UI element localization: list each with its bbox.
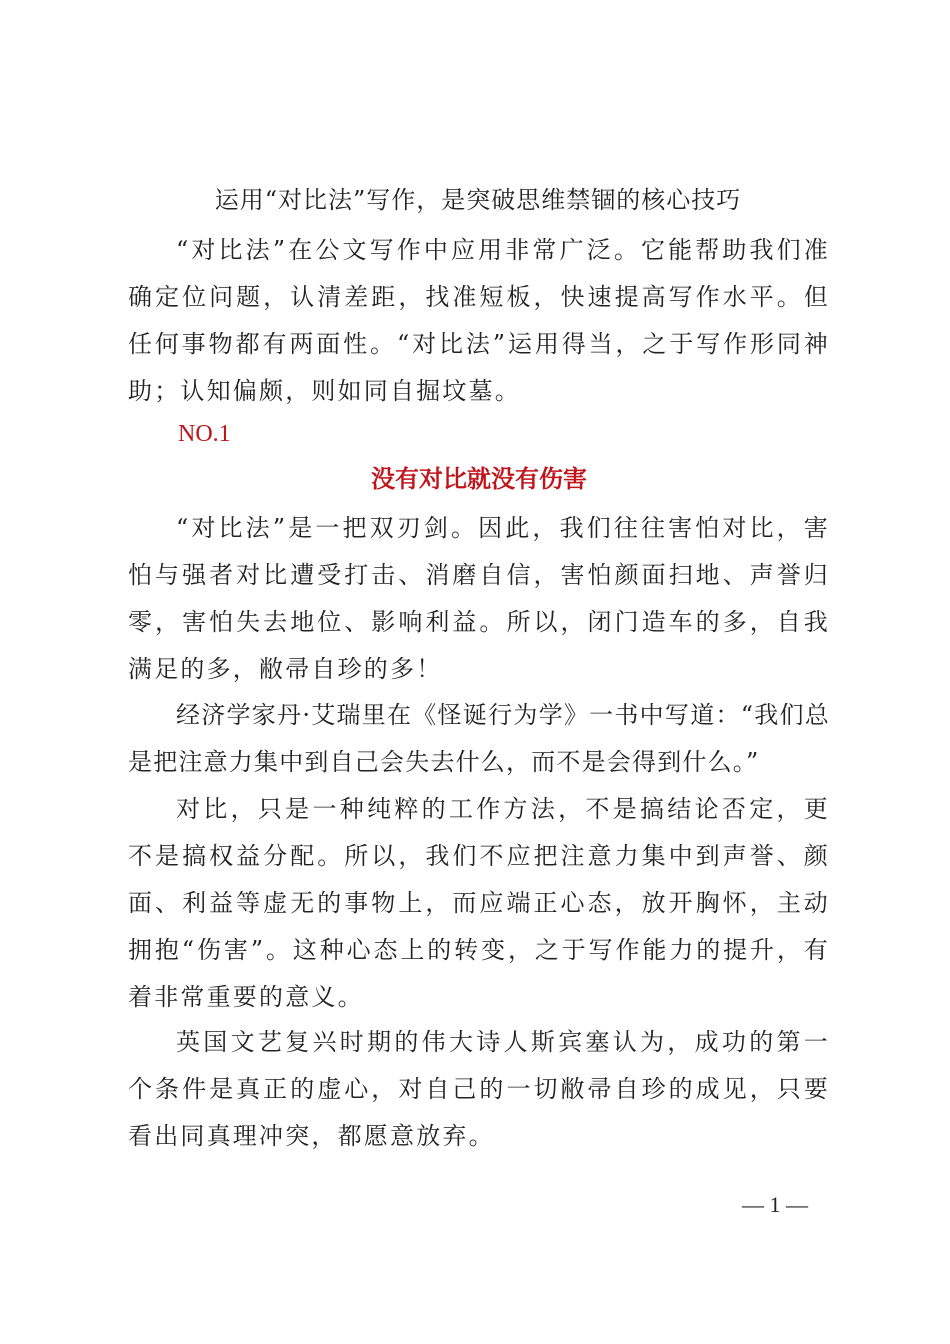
page-number: — 1 — — [742, 1192, 808, 1217]
body-paragraph-3: 对比，只是一种纯粹的工作方法，不是搞结论否定，更不是搞权益分配。所以，我们不应把注意力集中到声誉、颜面、利益等虚无的事物上，而应端正心态，放开胸怀，主动拥抱“伤害”。这种心态上的转变，之于写作能力的提升，有着非常重要的意义。 — [128, 795, 830, 1011]
body-paragraph-4: 英国文艺复兴时期的伟大诗人斯宾塞认为，成功的第一个条件是真正的虚心，对自己的一切敝帚自珍的成见，只要看出同真理冲突，都愿意放弃。 — [128, 1028, 830, 1150]
section-number: NO.1 — [178, 421, 231, 447]
body-paragraph-2: 经济学家丹·艾瑞里在《怪诞行为学》一书中写道：“我们总是把注意力集中到自己会失去什么，而不是会得到什么。” — [128, 701, 830, 776]
intro-paragraph: “对比法”在公文写作中应用非常广泛。它能帮助我们准确定位问题，认清差距，找准短板，快速提高写作水平。但任何事物都有两面性。“对比法”运用得当，之于写作形同神助；认知偏颇，则如同自掘坟墓。 — [128, 236, 830, 405]
document-title: 运用“对比法”写作，是突破思维禁锢的核心技巧 — [214, 186, 742, 214]
section-heading: 没有对比就没有伤害 — [371, 464, 587, 493]
body-paragraph-1: “对比法”是一把双刃剑。因此，我们往往害怕对比，害怕与强者对比遭受打击、消磨自信，害怕颜面扫地、声誉归零，害怕失去地位、影响利益。所以，闭门造车的多，自我满足的多，敝帚自珍的多！ — [128, 514, 830, 683]
